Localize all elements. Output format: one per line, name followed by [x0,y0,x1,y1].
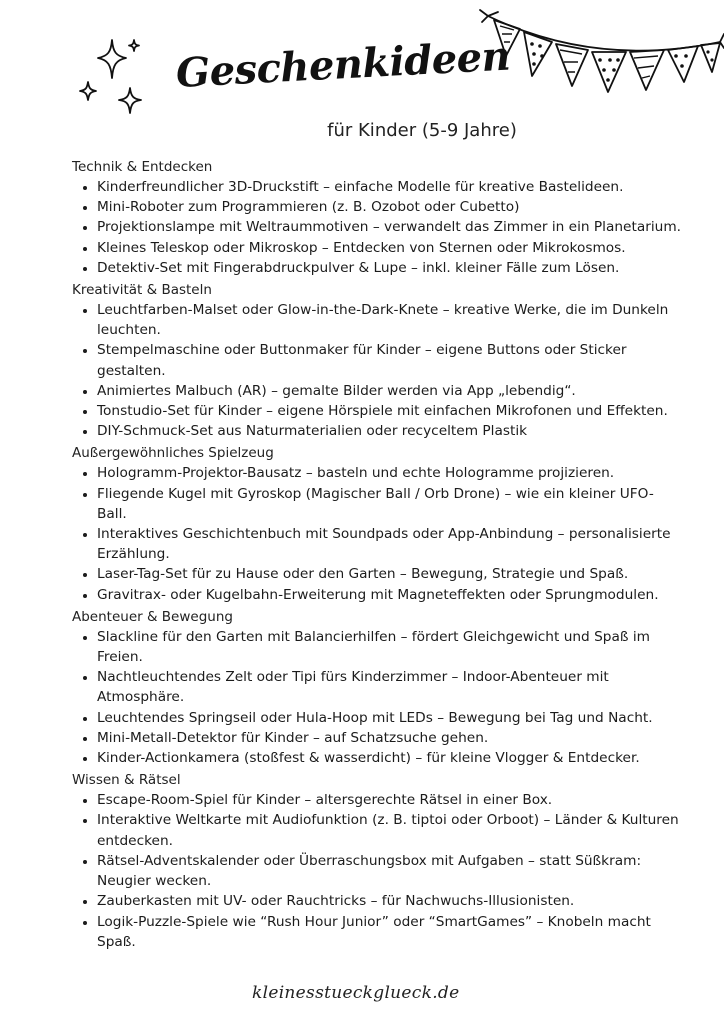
list-item: • Escape-Room-Spiel für Kinder – altersgerechte Rätsel in einer Box. [97,790,682,810]
list-item: • Laser-Tag-Set für zu Hause oder den Garten – Bewegung, Strategie und Spaß. [97,564,682,584]
list-item: • Nachtleuchtendes Zelt oder Tipi fürs Kinderzimmer – Indoor-Abenteuer mit Atmosphäre. [97,667,682,707]
section-kreativitaet [72,280,682,441]
sparkles-icon [78,38,150,120]
list-item: • Zauberkasten mit UV- oder Rauchtricks – für Nachwuchs-Illusionisten. [97,891,682,911]
list-item: • Slackline für den Garten mit Balancierhilfen – fördert Gleichgewicht und Spaß im Freien. [97,627,682,667]
page-title: Geschenkideen [174,32,512,97]
list-item: • DIY-Schmuck-Set aus Naturmaterialien oder recyceltem Plastik [97,421,682,441]
list-item: • Interaktive Weltkarte mit Audiofunktion (z. B. tiptoi oder Orboot) – Länder & Kulturen entdecken. [97,810,682,850]
section-wissen [72,770,682,952]
list-item: • Kinder-Actionkamera (stoßfest & wasserdicht) – für kleine Vlogger & Entdecker. [97,748,682,768]
item-list [72,790,682,952]
list-item: • Hologramm-Projektor-Bausatz – basteln und echte Hologramme projizieren. [97,463,682,483]
footer-website: kleinesstueckglueck.de [252,983,460,1003]
list-item: • Projektionslampe mit Weltraummotiven – verwandelt das Zimmer in ein Planetarium. [97,217,682,237]
list-item: • Leuchtendes Springseil oder Hula-Hoop mit LEDs – Bewegung bei Tag und Nacht. [97,708,682,728]
list-item: • Stempelmaschine oder Buttonmaker für Kinder – eigene Buttons oder Sticker gestalten. [97,340,682,380]
list-item: • Logik-Puzzle-Spiele wie “Rush Hour Junior” oder “SmartGames” – Knobeln macht Spaß. [97,912,682,952]
list-item: • Detektiv-Set mit Fingerabdruckpulver & Lupe – inkl. kleiner Fälle zum Lösen. [97,258,682,278]
list-item: • Animiertes Malbuch (AR) – gemalte Bilder werden via App „lebendig“. [97,381,682,401]
gift-list [72,157,682,954]
section-heading: Außergewöhnliches Spielzeug [72,445,274,462]
list-item: • Mini-Metall-Detektor für Kinder – auf Schatzsuche gehen. [97,728,682,748]
section-heading: Wissen & Rätsel [72,772,181,789]
list-item: • Leuchtfarben-Malset oder Glow-in-the-Dark-Knete – kreative Werke, die im Dunkeln leuchten. [97,300,682,340]
list-item: • Interaktives Geschichtenbuch mit Soundpads oder App-Anbindung – personalisierte Erzählung. [97,524,682,564]
item-list [72,463,682,604]
list-item: • Gravitrax- oder Kugelbahn-Erweiterung mit Magneteffekten oder Sprungmodulen. [97,585,682,605]
bunting-icon [476,6,724,98]
list-item: • Tonstudio-Set für Kinder – eigene Hörspiele mit einfachen Mikrofonen und Effekten. [97,401,682,421]
list-item: • Mini-Roboter zum Programmieren (z. B. Ozobot oder Cubetto) [97,197,682,217]
list-item: • Fliegende Kugel mit Gyroskop (Magischer Ball / Orb Drone) – wie ein kleiner UFO-Ball. [97,484,682,524]
list-item: • Kleines Teleskop oder Mikroskop – Entdecken von Sternen oder Mikrokosmos. [97,238,682,258]
section-heading: Abenteuer & Bewegung [72,608,233,625]
section-heading: Kreativität & Basteln [72,282,212,299]
page-subtitle: für Kinder (5-9 Jahre) [327,120,517,141]
list-item: • Kinderfreundlicher 3D-Druckstift – einfache Modelle für kreative Bastelideen. [97,177,682,197]
section-spielzeug [72,443,682,604]
section-technik [72,157,682,278]
item-list [72,177,682,278]
item-list [72,300,682,441]
list-item: • Rätsel-Adventskalender oder Überraschungsbox mit Aufgaben – statt Süßkram: Neugier wecken. [97,851,682,891]
item-list [72,627,682,768]
section-heading: Technik & Entdecken [72,159,213,175]
section-abenteuer [72,607,682,768]
